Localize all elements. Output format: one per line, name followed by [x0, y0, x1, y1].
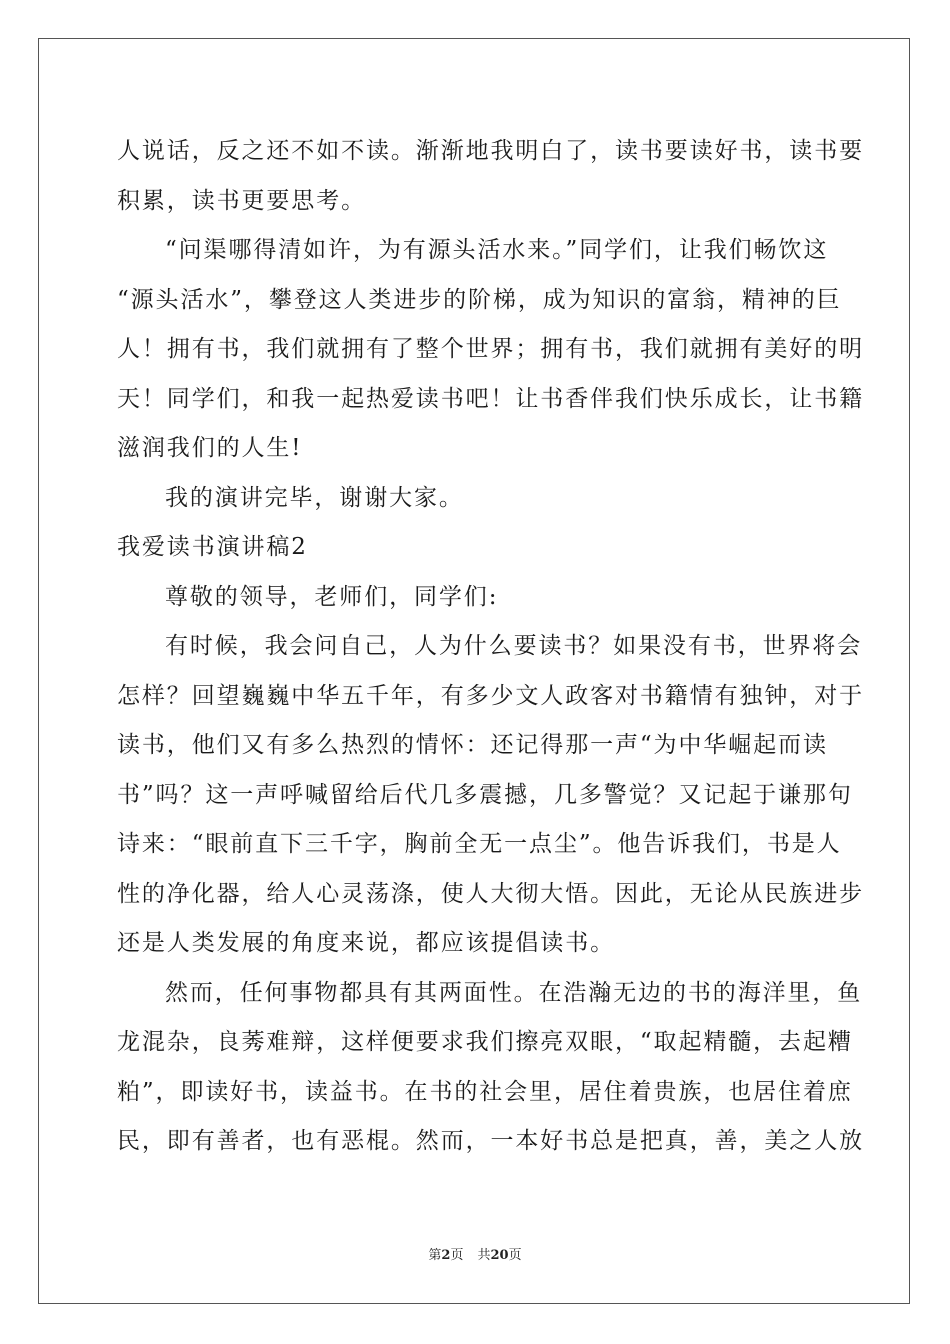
section-title: 我爱读书演讲稿2: [117, 534, 308, 560]
salutation-line: 尊敬的领导，老师们，同学们:: [165, 583, 499, 610]
text-line: 还是人类发展的角度来说，都应该提倡读书。: [117, 930, 615, 956]
text-line: 有时候，我会问自己，人为什么要读书？如果没有书，世界将会: [165, 633, 863, 659]
text-line: 然而，任何事物都具有其两面性。在浩瀚无边的书的海洋里，鱼: [165, 979, 863, 1006]
page-number: 2: [441, 1248, 451, 1263]
text-line: 民，即有善者，也有恶棍。然而，一本好书总是把真，善，美之人放: [117, 1128, 864, 1154]
text-line: 性的净化器，给人心灵荡涤，使人大彻大悟。因此，无论从民族进步: [117, 880, 864, 907]
text-line: 书”吗？这一声呼喊留给后代几多震撼，几多警觉？又记起于谦那句: [117, 781, 853, 808]
text-line: 读书，他们又有多么热烈的情怀：还记得那一声“为中华崛起而读: [117, 732, 828, 758]
text-line: 天！同学们，和我一起热爱读书吧！让书香伴我们快乐成长，让书籍: [117, 385, 864, 412]
text-line: 诗来：“眼前直下三千字，胸前全无一点尘”。他告诉我们，书是人: [117, 831, 842, 857]
total-pages: 20: [490, 1248, 509, 1263]
text-line: 龙混杂，良莠难辩，这样便要求我们擦亮双眼，“取起精髓，去起糟: [117, 1029, 853, 1055]
text-line: 人！拥有书，我们就拥有了整个世界；拥有书，我们就拥有美好的明: [117, 336, 864, 362]
text-line: 我的演讲完毕，谢谢大家。: [165, 484, 464, 511]
text-line: 积累，读书更要思考。: [117, 187, 366, 214]
text-line: “源头活水”，攀登这人类进步的阶梯，成为知识的富翁，精神的巨: [117, 286, 842, 313]
total-prefix: 共: [477, 1248, 491, 1263]
page-prefix: 第: [428, 1248, 442, 1263]
page-footer: [0, 1244, 950, 1263]
text-line: 粕”，即读好书，读益书。在书的社会里，居住着贵族，也居住着庶: [117, 1078, 853, 1105]
page-suffix: 页: [450, 1248, 464, 1263]
text-line: 人说话，反之还不如不读。渐渐地我明白了，读书要读好书，读书要: [117, 138, 864, 164]
document-body: [117, 127, 864, 1167]
total-suffix: 页: [508, 1248, 522, 1263]
text-line: 怎样？回望巍巍中华五千年，有多少文人政客对书籍情有独钟，对于: [117, 682, 864, 709]
text-line: 滋润我们的人生!: [117, 435, 303, 461]
text-line: “问渠哪得清如许，为有源头活水来。”同学们，让我们畅饮这: [165, 237, 829, 263]
